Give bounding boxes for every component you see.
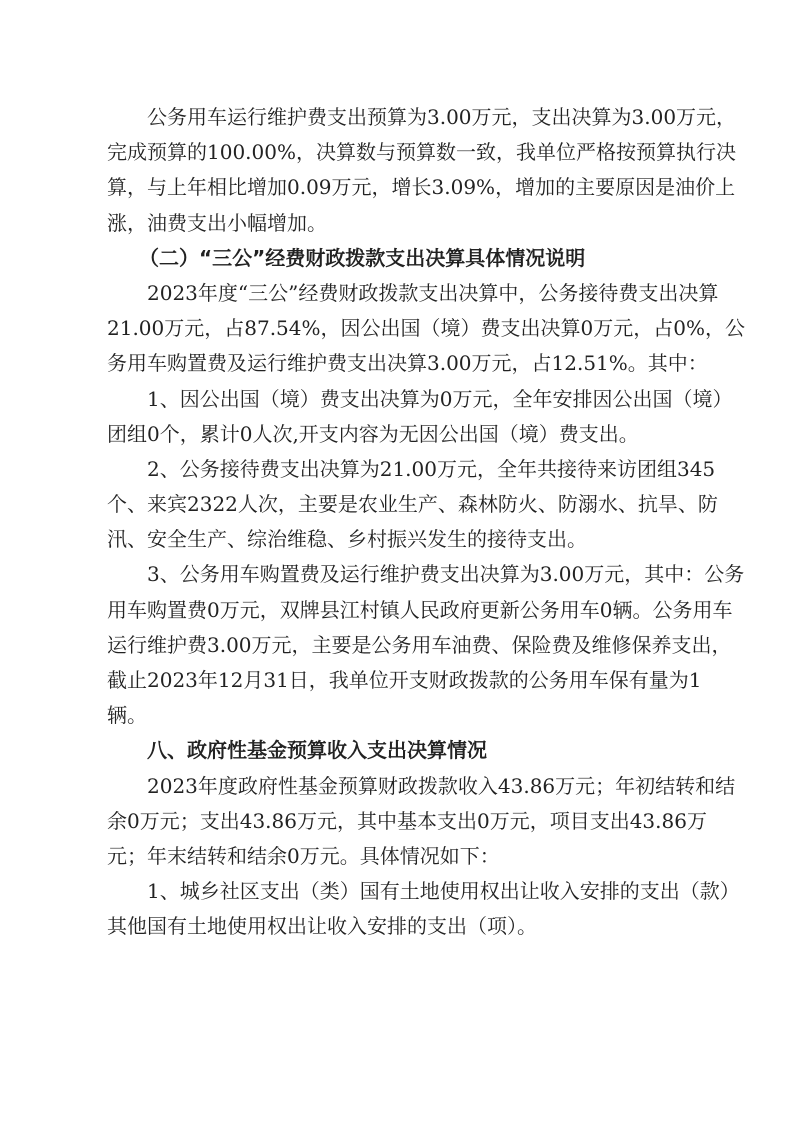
section-heading — [107, 241, 697, 276]
paragraph — [107, 557, 745, 733]
text-line: 1、城乡社区支出（类）国有土地使用权出让收入安排的支出（款） — [147, 879, 740, 904]
text-line: 3、公务用车购置费及运行维护费支出决算为3.00万元，其中：公务 — [147, 562, 745, 587]
heading-text: （二）“三公”经费财政拨款支出决算具体情况说明 — [139, 245, 586, 270]
text-line: 2023年度政府性基金预算财政拨款收入43.86万元；年初结转和结 — [147, 773, 736, 798]
section-heading — [107, 733, 697, 768]
text-line: 元；年末结转和结余0万元。具体情况如下： — [107, 843, 500, 868]
text-line: 辆。 — [107, 703, 147, 728]
text-line: 其他国有土地使用权出让收入安排的支出（项）。 — [107, 914, 537, 939]
paragraph — [107, 276, 745, 382]
text-line: 公务用车运行维护费支出预算为3.00万元，支出决算为3.00万元， — [147, 105, 737, 129]
text-line: 2、公务接待费支出决算为21.00万元，全年共接待来访团组345 — [147, 456, 716, 481]
text-line: 2023年度“三公”经费财政拨款支出决算中，公务接待费支出决算 — [147, 280, 719, 305]
paragraph — [107, 874, 740, 944]
heading-text: 八、政府性基金预算收入支出决算情况 — [147, 738, 487, 763]
paragraph — [107, 382, 733, 452]
paragraph — [107, 452, 718, 558]
text-line: 团组0个，累计0人次,开支内容为无因公出国（境）费支出。 — [107, 421, 639, 446]
text-line: 运行维护费3.00万元，主要是公务用车油费、保险费及维修保养支出， — [107, 632, 732, 657]
text-line: 截止2023年12月31日，我单位开支财政拨款的公务用车保有量为1 — [107, 668, 702, 692]
text-line: 用车购置费0万元，双牌县江村镇人民政府更新公务用车0辆。公务用车 — [107, 597, 733, 622]
paragraph — [107, 769, 736, 875]
paragraph — [107, 100, 737, 241]
text-line: 务用车购置费及运行维护费支出决算3.00万元，占12.51%。其中： — [107, 351, 708, 376]
text-line: 完成预算的100.00%，决算数与预算数一致，我单位严格按预算执行决 — [107, 140, 736, 165]
text-line: 个、来宾2322人次，主要是农业生产、森林防火、防溺水、抗旱、防 — [107, 492, 718, 517]
text-line: 算，与上年相比增加0.09万元，增长3.09%，增加的主要原因是油价上 — [107, 175, 736, 200]
text-line: 涨，油费支出小幅增加。 — [107, 210, 327, 235]
text-line: 余0万元；支出43.86万元，其中基本支出0万元，项目支出43.86万 — [107, 808, 707, 833]
text-line: 21.00万元，占87.54%，因公出国（境）费支出决算0万元，占0%，公 — [107, 316, 745, 341]
text-line: 汛、安全生产、综治维稳、乡村振兴发生的接待支出。 — [107, 527, 587, 552]
document-page — [107, 100, 745, 945]
text-line: 1、因公出国（境）费支出决算为0万元，全年安排因公出国（境） — [147, 386, 733, 411]
